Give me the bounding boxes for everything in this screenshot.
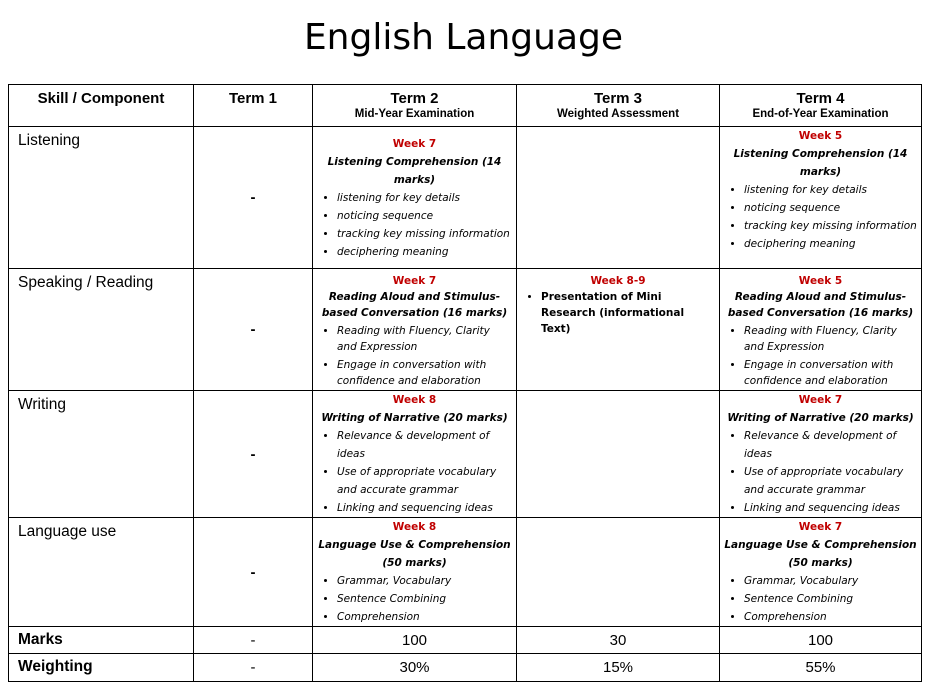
term1-value: - [194,269,313,391]
week-label: Week 7 [392,275,437,287]
header-skill: Skill / Component [9,85,194,127]
term2-value: 30% [313,654,517,682]
week-label: Week 7 [798,521,843,533]
list-item: • deciphering meaning [744,235,917,253]
list-item: • listening for key details [744,181,917,199]
term3-value: 15% [517,654,720,682]
list-item: • Sentence Combining [744,590,917,608]
list-item: • Sentence Combining [337,590,512,608]
list-item: • Reading with Fluency, Clarity and Expression [744,323,917,355]
page-title: English Language [303,17,624,58]
list-item: • deciphering meaning [337,243,512,261]
term1-value: - [194,518,313,627]
term2-cell [313,269,517,391]
row-marks [9,627,922,654]
list-item: • Comprehension [744,608,917,626]
term1-value: - [194,654,313,682]
term3-cell [517,269,720,391]
criteria-list [317,323,512,389]
criteria-list [317,427,512,517]
row-writing [9,391,922,518]
list-item: • Linking and sequencing ideas [337,499,512,517]
skill-label: Weighting [9,654,194,682]
skill-label: Writing [9,391,194,518]
term2-cell [313,127,517,269]
list-item: • tracking key missing information [744,217,917,235]
row-weighting [9,654,922,682]
list-item: • Linking and sequencing ideas [744,499,917,517]
skill-label: Marks [9,627,194,654]
term1-value: - [194,127,313,269]
list-item: • Relevance & development of ideas [337,427,512,463]
term2-value: 100 [313,627,517,654]
criteria-list [724,181,917,253]
term3-cell [517,127,720,269]
row-speaking-reading [9,269,922,391]
component-heading: Language Use & Comprehension (50 marks) [724,539,917,569]
list-item: • Comprehension [337,608,512,626]
week-label: Week 7 [798,394,843,406]
list-item: • noticing sequence [744,199,917,217]
list-item: • Use of appropriate vocabulary and accurate grammar [337,463,512,499]
term1-value: - [194,627,313,654]
criteria-list [724,323,917,389]
term4-cell [720,391,922,518]
list-item: • Relevance & development of ideas [744,427,917,463]
week-label: Week 8 [392,394,437,406]
list-item: • noticing sequence [337,207,512,225]
list-item: • Presentation of Mini Research (informational Text) [541,289,715,337]
term4-cell [720,269,922,391]
criteria-list [317,572,512,626]
criteria-list [724,572,917,626]
header-term2: Term 2 Mid-Year Examination [313,85,517,127]
component-heading: Language Use & Comprehension (50 marks) [318,539,511,569]
row-language-use [9,518,922,627]
term4-cell [720,518,922,627]
assessment-table [8,84,922,682]
term3-cell [517,518,720,627]
criteria-list [317,189,512,261]
week-label: Week 8-9 [590,275,646,287]
list-item: • Reading with Fluency, Clarity and Expression [337,323,512,355]
list-item: • tracking key missing information [337,225,512,243]
component-heading: Writing of Narrative (20 marks) [727,412,914,424]
component-heading: Listening Comprehension (14 marks) [733,148,908,178]
skill-label: Language use [9,518,194,627]
header-term4: Term 4 End-of-Year Examination [720,85,922,127]
component-heading: Reading Aloud and Stimulus-based Conversation (16 marks) [727,291,914,319]
criteria-list [724,427,917,517]
week-label: Week 5 [798,130,843,142]
header-term1: Term 1 [194,85,313,127]
skill-label: Speaking / Reading [9,269,194,391]
week-label: Week 5 [798,275,843,287]
list-item: • Engage in conversation with confidence and elaboration [337,357,512,389]
header-row [9,85,922,127]
component-heading: Reading Aloud and Stimulus-based Conversation (16 marks) [321,291,508,319]
criteria-list [521,289,715,337]
term4-value: 55% [720,654,922,682]
week-label: Week 8 [392,521,437,533]
component-heading: Listening Comprehension (14 marks) [327,156,502,186]
term4-cell [720,127,922,269]
list-item: • Grammar, Vocabulary [337,572,512,590]
row-listening [9,127,922,269]
term2-cell [313,391,517,518]
term3-cell [517,391,720,518]
week-label: Week 7 [392,138,437,150]
component-heading: Writing of Narrative (20 marks) [321,412,508,424]
skill-label: Listening [9,127,194,269]
term2-cell [313,518,517,627]
list-item: • listening for key details [337,189,512,207]
term3-value: 30 [517,627,720,654]
list-item: • Grammar, Vocabulary [744,572,917,590]
list-item: • Use of appropriate vocabulary and accurate grammar [744,463,917,499]
list-item: • Engage in conversation with confidence and elaboration [744,357,917,389]
term4-value: 100 [720,627,922,654]
header-term3: Term 3 Weighted Assessment [517,85,720,127]
term1-value: - [194,391,313,518]
